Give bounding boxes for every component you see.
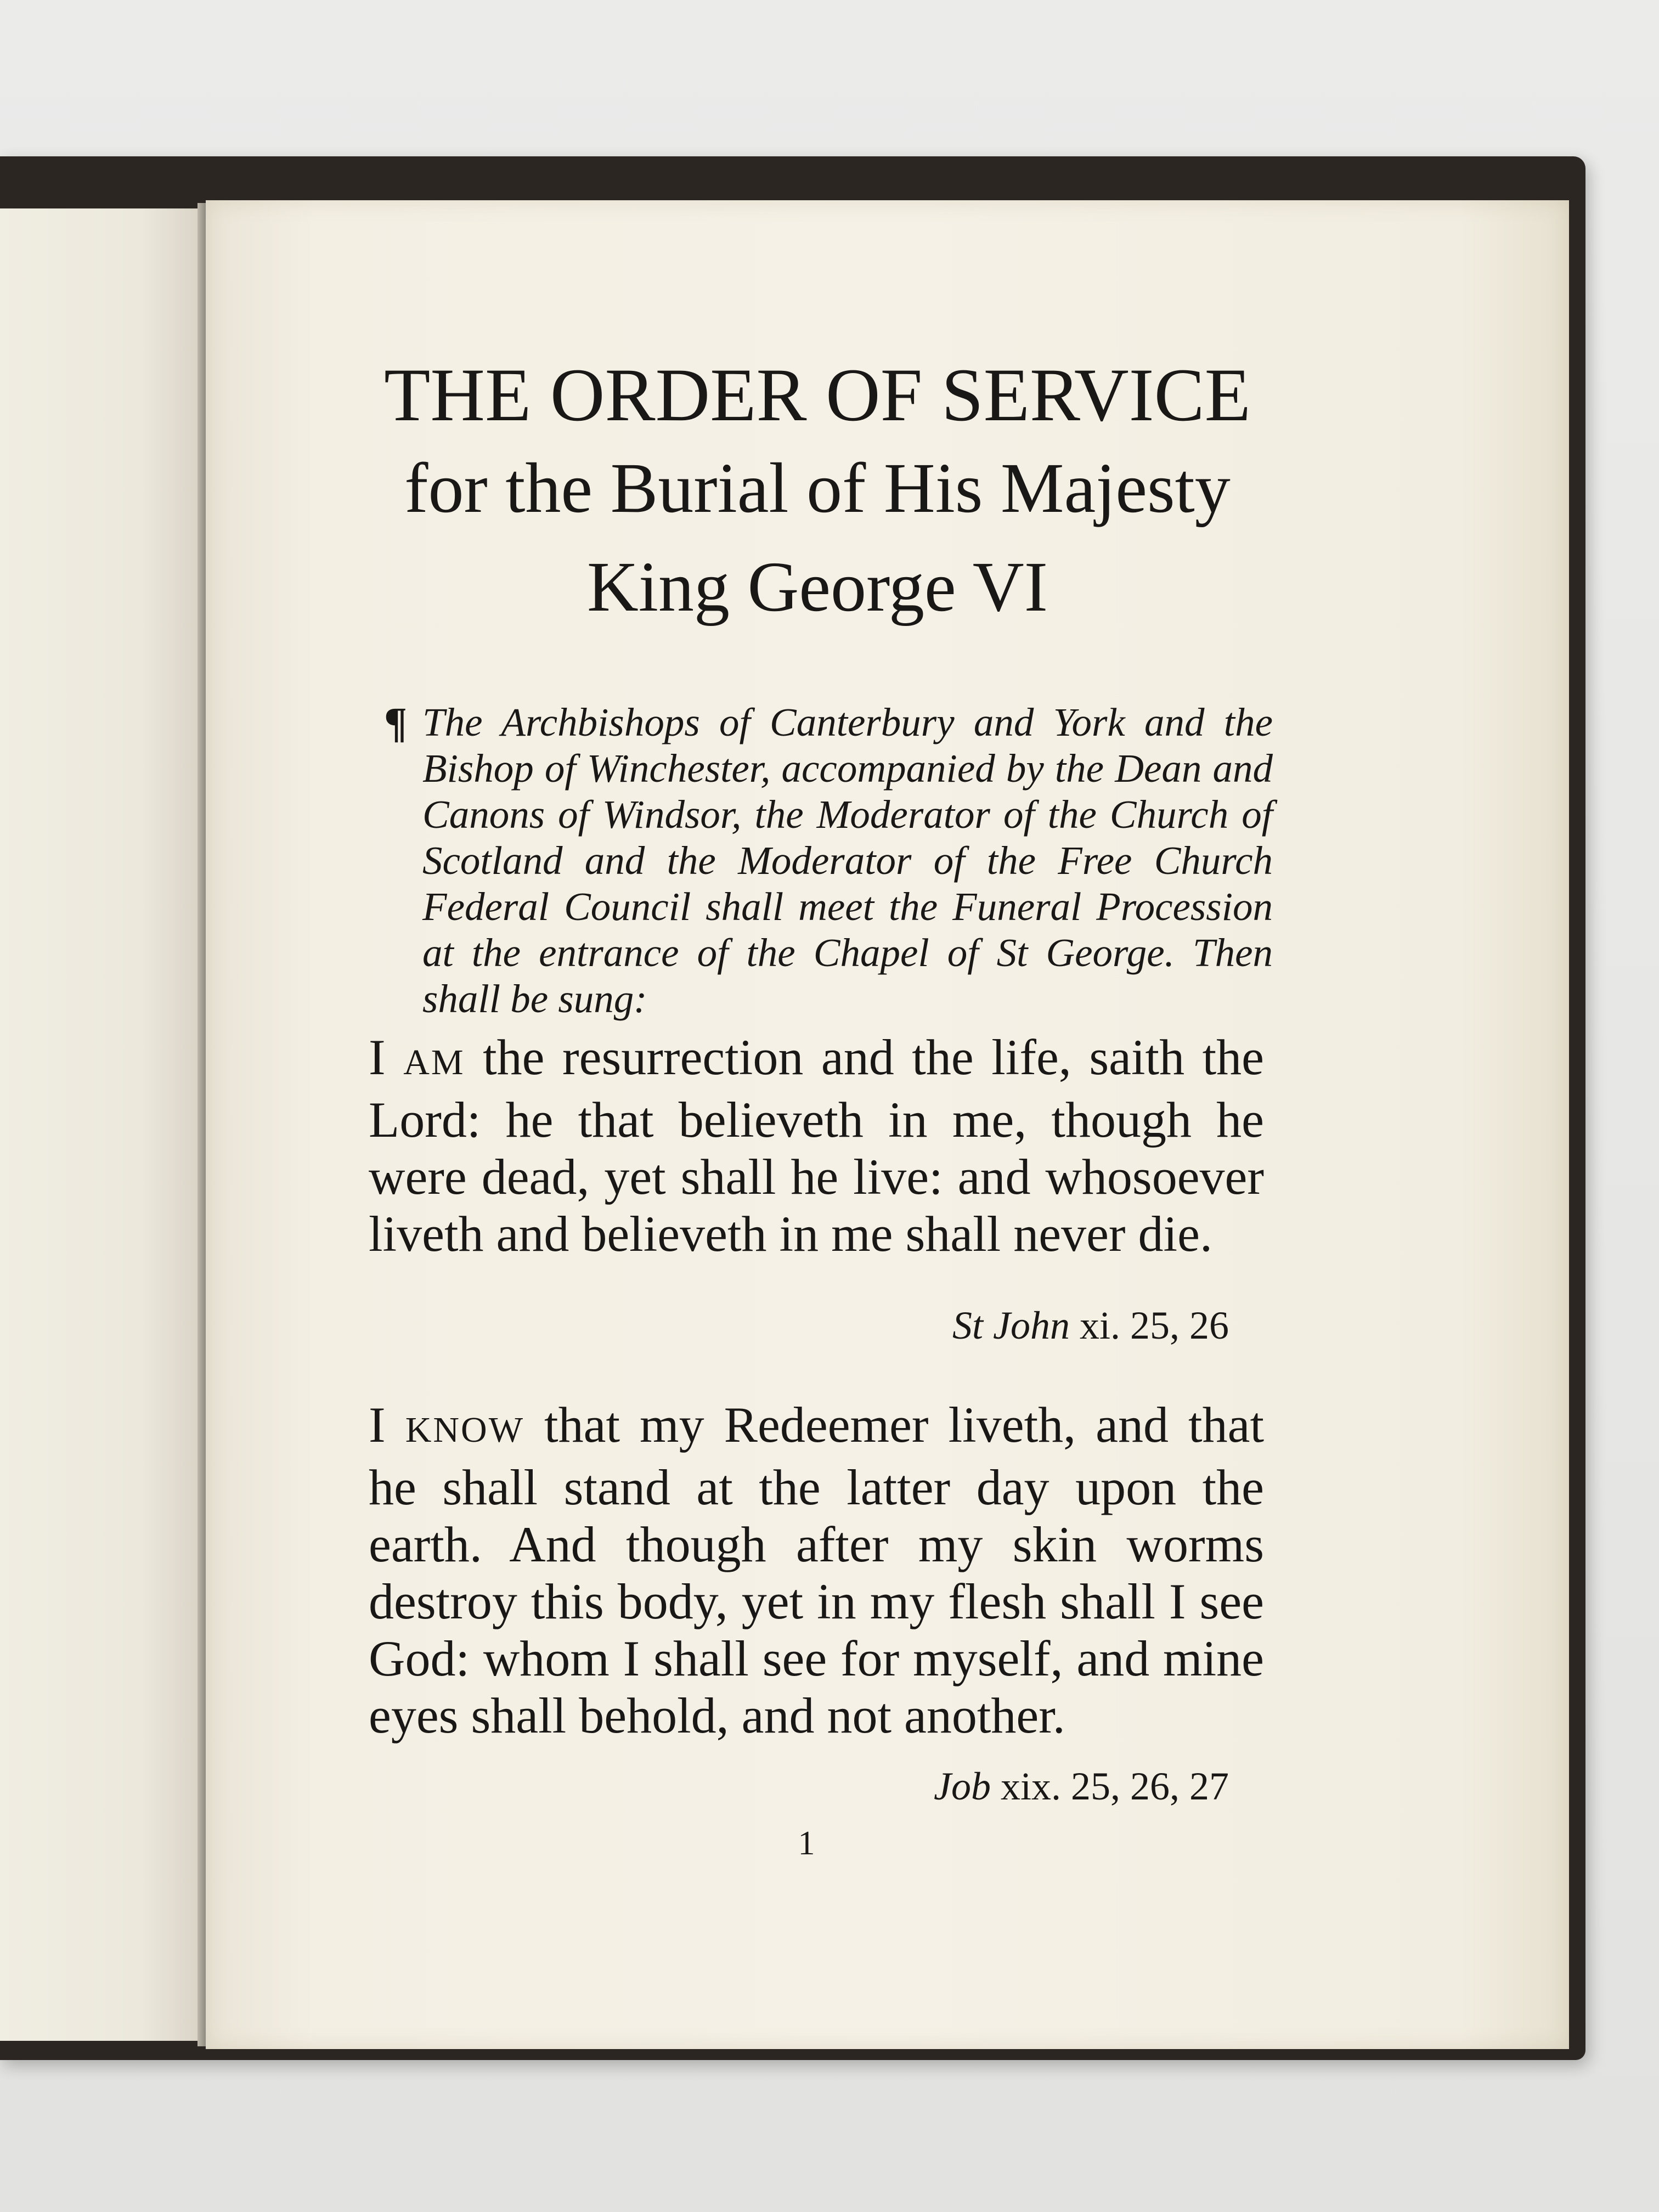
sentence-2-text: that my Redeemer liveth, and that he shall stand at the latter day upon the earth. And though after my skin worms destroy this body, yet in my flesh shall I see God: whom I shall see for myself, and mine eyes shall behold, and not another. xyxy=(369,1397,1265,1743)
sentence-2 xyxy=(369,1396,1264,1744)
sentence-1-text: the resurrection and the life, saith the Lord: he that believeth in me, though he were dead, yet shall he live: and whosoever liveth and believeth in me shall never die. xyxy=(369,1029,1265,1262)
left-page xyxy=(0,208,202,2041)
rubric xyxy=(384,699,1273,1022)
sentence-2-initial: I xyxy=(369,1397,386,1453)
citation-2-ref: xix. 25, 26, 27 xyxy=(990,1764,1229,1808)
citation-1-book: St John xyxy=(952,1304,1070,1347)
rubric-text: The Archbishops of Canterbury and York and the Bishop of Winchester, accompanied by the Dean and Canons of Windsor, the Moderator of the Church of Scotland and the Moderator of the Free Church Federal Council shall meet the Funeral Procession at the entrance of the Chapel of St George. Then shall be sung: xyxy=(422,700,1273,1021)
sentence-1-initial: I xyxy=(369,1029,386,1085)
citation-1-ref: xi. 25, 26 xyxy=(1069,1304,1229,1347)
sentence-1-smallcaps: AM xyxy=(403,1042,465,1082)
citation-1 xyxy=(296,1303,1229,1348)
citation-2-book: Job xyxy=(934,1764,991,1808)
title-line-3: King George VI xyxy=(586,548,1048,627)
citation-2 xyxy=(296,1764,1229,1809)
sentence-2-smallcaps: KNOW xyxy=(405,1410,524,1450)
page-number: 1 xyxy=(798,1825,815,1862)
title-line-2: for the Burial of His Majesty xyxy=(404,449,1231,528)
sentence-1 xyxy=(369,1029,1264,1262)
title-line-1: THE ORDER OF SERVICE xyxy=(384,353,1251,437)
pilcrow-mark: ¶ xyxy=(384,698,408,746)
